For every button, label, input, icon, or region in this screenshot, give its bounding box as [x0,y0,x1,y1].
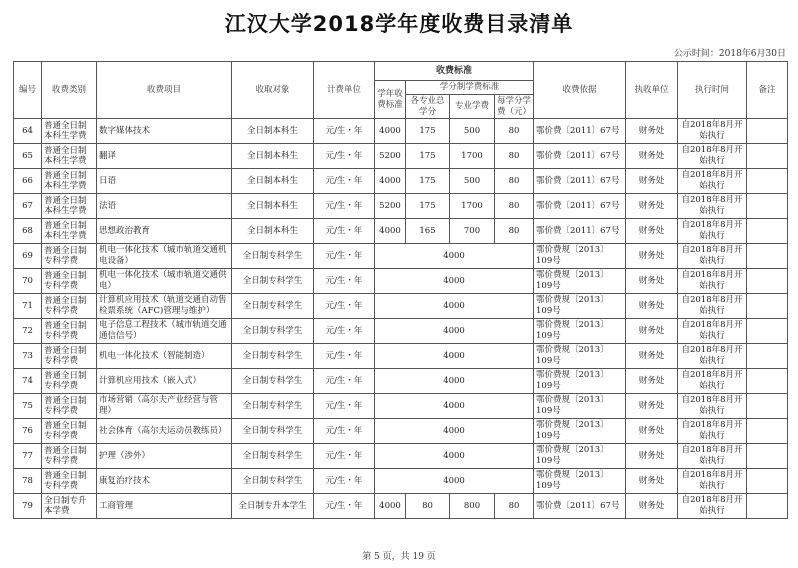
header-credit-system: 学分制学费标准 [406,81,534,95]
cell-total-credits: 175 [406,119,450,144]
cell-effective: 自2018年8月开始执行 [678,419,747,444]
cell-category: 普通全日制专科学费 [42,469,97,494]
cell-item: 计算机应用技术（轨道交通自动售检票系统（AFC)管理与维护） [97,294,232,319]
cell-collector: 财务处 [626,144,678,169]
cell-target: 全日制专科学生 [232,294,314,319]
table-row [14,219,788,244]
cell-unit: 元/生・年 [314,144,375,169]
cell-collector: 财务处 [626,219,678,244]
cell-collector: 财务处 [626,394,678,419]
cell-annual-fee: 4000 [375,494,406,519]
table-row [14,319,788,344]
cell-remarks [747,119,788,144]
table-row [14,419,788,444]
cell-remarks [747,194,788,219]
cell-target: 全日制本科生 [232,219,314,244]
cell-category: 普通全日制本科生学费 [42,169,97,194]
cell-basis: 鄂价费规〔2013〕109号 [534,319,626,344]
cell-basis: 鄂价费规〔2013〕109号 [534,394,626,419]
cell-no: 79 [14,494,42,519]
header-target: 收取对象 [232,62,314,119]
header-total-credits: 各专业总学分 [406,95,450,119]
cell-per-credit-fee: 80 [495,219,534,244]
header-category: 收费类别 [42,62,97,119]
cell-no: 71 [14,294,42,319]
page-number: 第 5 页，共 19 页 [362,552,436,562]
cell-collector: 财务处 [626,369,678,394]
cell-unit: 元/生・年 [314,494,375,519]
cell-total-credits: 175 [406,194,450,219]
cell-item: 工商管理 [97,494,232,519]
cell-unit: 元/生・年 [314,169,375,194]
cell-major-fee: 1700 [450,144,495,169]
cell-fee: 4000 [375,469,534,494]
cell-total-credits: 175 [406,169,450,194]
cell-item: 翻译 [97,144,232,169]
cell-category: 普通全日制专科学费 [42,319,97,344]
cell-unit: 元/生・年 [314,119,375,144]
cell-effective: 自2018年8月开始执行 [678,244,747,269]
cell-fee: 4000 [375,419,534,444]
header-remarks: 备注 [747,62,788,119]
cell-no: 70 [14,269,42,294]
cell-basis: 鄂价费规〔2013〕109号 [534,269,626,294]
header-per-credit-fee: 每学分学费（元） [495,95,534,119]
header-annual-fee: 学年收费标准 [375,81,406,119]
cell-category: 普通全日制专科学费 [42,444,97,469]
cell-effective: 自2018年8月开始执行 [678,344,747,369]
cell-fee: 4000 [375,444,534,469]
cell-basis: 鄂价费规〔2013〕109号 [534,369,626,394]
publish-date: 公示时间：2018年6月30日 [673,49,786,59]
cell-unit: 元/生・年 [314,444,375,469]
cell-remarks [747,169,788,194]
cell-effective: 自2018年8月开始执行 [678,119,747,144]
cell-remarks [747,394,788,419]
cell-basis: 鄂价费〔2011〕67号 [534,194,626,219]
cell-effective: 自2018年8月开始执行 [678,194,747,219]
cell-unit: 元/生・年 [314,419,375,444]
fee-table [13,61,788,519]
cell-major-fee: 500 [450,119,495,144]
cell-basis: 鄂价费规〔2013〕109号 [534,344,626,369]
cell-basis: 鄂价费规〔2013〕109号 [534,294,626,319]
table-row [14,494,788,519]
header-effective: 执行时间 [678,62,747,119]
cell-target: 全日制专科学生 [232,244,314,269]
cell-category: 普通全日制本科生学费 [42,144,97,169]
cell-effective: 自2018年8月开始执行 [678,369,747,394]
cell-fee: 4000 [375,319,534,344]
cell-category: 普通全日制专科学费 [42,344,97,369]
table-row [14,119,788,144]
cell-unit: 元/生・年 [314,269,375,294]
cell-remarks [747,444,788,469]
cell-major-fee: 700 [450,219,495,244]
cell-unit: 元/生・年 [314,469,375,494]
cell-target: 全日制专科学生 [232,369,314,394]
cell-target: 全日制本科生 [232,194,314,219]
cell-major-fee: 800 [450,494,495,519]
table-row [14,194,788,219]
cell-collector: 财务处 [626,269,678,294]
cell-basis: 鄂价费〔2011〕67号 [534,169,626,194]
cell-no: 75 [14,394,42,419]
cell-basis: 鄂价费规〔2013〕109号 [534,244,626,269]
cell-basis: 鄂价费〔2011〕67号 [534,144,626,169]
cell-fee: 4000 [375,294,534,319]
table-row [14,469,788,494]
cell-target: 全日制本科生 [232,119,314,144]
header-basis: 收费依据 [534,62,626,119]
cell-target: 全日制专科学生 [232,394,314,419]
cell-no: 78 [14,469,42,494]
cell-category: 普通全日制专科学费 [42,369,97,394]
cell-basis: 鄂价费〔2011〕67号 [534,494,626,519]
table-row [14,244,788,269]
cell-unit: 元/生・年 [314,194,375,219]
cell-no: 73 [14,344,42,369]
cell-total-credits: 80 [406,494,450,519]
cell-remarks [747,319,788,344]
cell-item: 电子信息工程技术（城市轨道交通通信信号） [97,319,232,344]
cell-collector: 财务处 [626,294,678,319]
cell-fee: 4000 [375,344,534,369]
cell-unit: 元/生・年 [314,394,375,419]
cell-no: 67 [14,194,42,219]
cell-remarks [747,219,788,244]
cell-target: 全日制专科学生 [232,319,314,344]
cell-category: 普通全日制专科学费 [42,394,97,419]
cell-collector: 财务处 [626,169,678,194]
cell-category: 普通全日制本科生学费 [42,194,97,219]
cell-remarks [747,494,788,519]
cell-target: 全日制专科学生 [232,444,314,469]
cell-unit: 元/生・年 [314,219,375,244]
cell-category: 普通全日制专科学费 [42,269,97,294]
cell-target: 全日制本科生 [232,169,314,194]
cell-item: 计算机应用技术（嵌入式） [97,369,232,394]
cell-remarks [747,269,788,294]
cell-target: 全日制专升本学生 [232,494,314,519]
cell-remarks [747,369,788,394]
cell-effective: 自2018年8月开始执行 [678,469,747,494]
cell-no: 68 [14,219,42,244]
cell-remarks [747,344,788,369]
table-row [14,444,788,469]
cell-basis: 鄂价费规〔2013〕109号 [534,469,626,494]
cell-no: 76 [14,419,42,444]
cell-collector: 财务处 [626,319,678,344]
cell-total-credits: 175 [406,144,450,169]
cell-item: 思想政治教育 [97,219,232,244]
cell-remarks [747,469,788,494]
header-item: 收费项目 [97,62,232,119]
cell-annual-fee: 5200 [375,144,406,169]
cell-unit: 元/生・年 [314,369,375,394]
cell-target: 全日制专科学生 [232,469,314,494]
cell-item: 康复治疗技术 [97,469,232,494]
cell-remarks [747,244,788,269]
cell-remarks [747,294,788,319]
cell-no: 72 [14,319,42,344]
cell-collector: 财务处 [626,119,678,144]
cell-no: 65 [14,144,42,169]
cell-collector: 财务处 [626,344,678,369]
cell-effective: 自2018年8月开始执行 [678,169,747,194]
cell-effective: 自2018年8月开始执行 [678,394,747,419]
table-row [14,344,788,369]
cell-annual-fee: 4000 [375,119,406,144]
cell-major-fee: 500 [450,169,495,194]
cell-target: 全日制专科学生 [232,344,314,369]
cell-effective: 自2018年8月开始执行 [678,144,747,169]
cell-per-credit-fee: 80 [495,194,534,219]
cell-no: 74 [14,369,42,394]
cell-annual-fee: 4000 [375,169,406,194]
cell-unit: 元/生・年 [314,319,375,344]
header-standard: 收费标准 [375,62,534,81]
cell-fee: 4000 [375,269,534,294]
cell-no: 64 [14,119,42,144]
cell-category: 普通全日制专科学费 [42,419,97,444]
cell-unit: 元/生・年 [314,294,375,319]
cell-collector: 财务处 [626,419,678,444]
cell-unit: 元/生・年 [314,344,375,369]
table-row [14,394,788,419]
header-no: 编号 [14,62,42,119]
cell-item: 日语 [97,169,232,194]
cell-basis: 鄂价费规〔2013〕109号 [534,419,626,444]
cell-basis: 鄂价费〔2011〕67号 [534,219,626,244]
cell-target: 全日制专科学生 [232,419,314,444]
cell-total-credits: 165 [406,219,450,244]
cell-fee: 4000 [375,369,534,394]
cell-effective: 自2018年8月开始执行 [678,269,747,294]
cell-item: 机电一体化技术（城市轨道交通机电设备） [97,244,232,269]
cell-collector: 财务处 [626,469,678,494]
cell-no: 77 [14,444,42,469]
header-collector: 执收单位 [626,62,678,119]
cell-category: 普通全日制专科学费 [42,244,97,269]
cell-remarks [747,419,788,444]
cell-item: 机电一体化技术（城市轨道交通供电） [97,269,232,294]
cell-remarks [747,144,788,169]
table-row [14,269,788,294]
cell-collector: 财务处 [626,194,678,219]
cell-fee: 4000 [375,394,534,419]
cell-no: 69 [14,244,42,269]
cell-collector: 财务处 [626,244,678,269]
cell-basis: 鄂价费规〔2013〕109号 [534,444,626,469]
cell-category: 全日制专升本学费 [42,494,97,519]
table-row [14,294,788,319]
cell-per-credit-fee: 80 [495,119,534,144]
header-unit: 计费单位 [314,62,375,119]
cell-annual-fee: 5200 [375,194,406,219]
cell-category: 普通全日制本科生学费 [42,119,97,144]
cell-annual-fee: 4000 [375,219,406,244]
cell-item: 社会体育（高尔夫运动员教练员） [97,419,232,444]
cell-effective: 自2018年8月开始执行 [678,444,747,469]
cell-per-credit-fee: 80 [495,144,534,169]
cell-no: 66 [14,169,42,194]
cell-item: 数字媒体技术 [97,119,232,144]
cell-collector: 财务处 [626,494,678,519]
cell-effective: 自2018年8月开始执行 [678,294,747,319]
cell-basis: 鄂价费〔2011〕67号 [534,119,626,144]
cell-effective: 自2018年8月开始执行 [678,494,747,519]
header-major-fee: 专业学费 [450,95,495,119]
cell-item: 市场营销（高尔夫产业经营与管理） [97,394,232,419]
cell-per-credit-fee: 80 [495,494,534,519]
cell-item: 护理（涉外） [97,444,232,469]
table-row [14,369,788,394]
cell-item: 机电一体化技术（智能制造） [97,344,232,369]
cell-fee: 4000 [375,244,534,269]
table-row [14,144,788,169]
cell-category: 普通全日制专科学费 [42,294,97,319]
cell-effective: 自2018年8月开始执行 [678,219,747,244]
cell-collector: 财务处 [626,444,678,469]
cell-category: 普通全日制本科生学费 [42,219,97,244]
cell-target: 全日制本科生 [232,144,314,169]
cell-effective: 自2018年8月开始执行 [678,319,747,344]
cell-per-credit-fee: 80 [495,169,534,194]
document-title: 江汉大学2018学年度收费目录清单 [224,12,574,36]
table-row [14,169,788,194]
cell-item: 法语 [97,194,232,219]
cell-target: 全日制专科学生 [232,269,314,294]
cell-major-fee: 1700 [450,194,495,219]
cell-unit: 元/生・年 [314,244,375,269]
